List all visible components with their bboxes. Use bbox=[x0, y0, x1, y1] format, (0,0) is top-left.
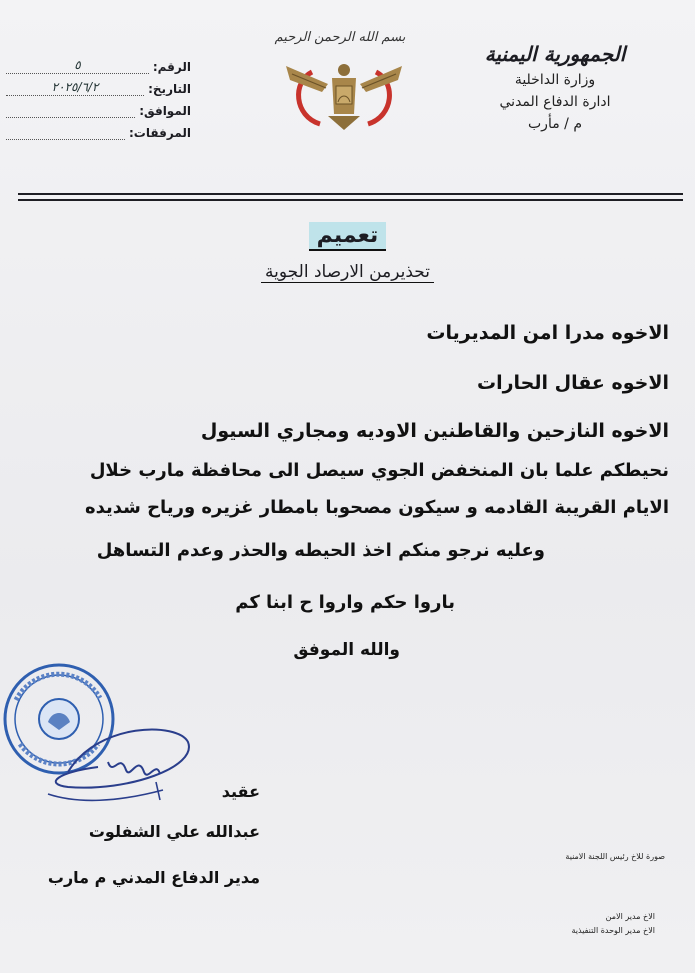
date-value: ٢٠٢٥/٦/٢ bbox=[6, 81, 144, 96]
addressee-line-1: الاخوه مدرا امن المديريات bbox=[426, 322, 669, 344]
paragraph-1-line-2: الايام القريبة القادمه و سيكون مصحوبا بامطار غزيره ورياح شديده bbox=[84, 497, 669, 518]
yemen-eagle-emblem-icon bbox=[282, 58, 406, 132]
ref-number-value: ٥ bbox=[6, 59, 149, 74]
ministry-name: وزارة الداخلية bbox=[514, 72, 596, 88]
cc-line-1: صورة للاخ رئيس اللجنة الامنية bbox=[565, 852, 665, 861]
handwritten-signature bbox=[38, 712, 198, 812]
ref-number-label: الرقم: bbox=[152, 60, 191, 74]
attachments-value bbox=[6, 125, 125, 140]
addressee-line-3: الاخوه النازحين والقاطنين الاوديه ومجاري السيول bbox=[200, 420, 669, 442]
date-row bbox=[6, 74, 191, 96]
paragraph-2-line-2: باروا حكم واروا ح ابنا كم bbox=[235, 592, 455, 613]
subject-subtitle: تحذيرمن الارصاد الجوية bbox=[261, 262, 434, 283]
attachments-label: المرفقات: bbox=[129, 126, 191, 140]
header-divider-top bbox=[18, 193, 683, 195]
corresponding-label: الموافق: bbox=[139, 104, 191, 118]
signatory-title: مدير الدفاع المدني م مارب bbox=[47, 868, 260, 887]
republic-name: الجمهورية اليمنية bbox=[484, 42, 626, 66]
paragraph-1-line-1: نحيطكم علما بان المنخفض الجوي سيصل الى محافظة مارب خلال bbox=[89, 460, 669, 481]
addressee-line-2: الاخوه عقال الحارات bbox=[476, 372, 669, 394]
issuer-header bbox=[455, 42, 655, 132]
signatory-rank: عقيد bbox=[221, 782, 260, 801]
cc-line-2: الاخ مدير الامن bbox=[605, 912, 655, 921]
basmala: بسم الله الرحمن الرحيم bbox=[274, 30, 406, 45]
ref-number-row bbox=[6, 52, 191, 74]
paragraph-2-line-1: وعليه نرجو منكم اخذ الحيطه والحذر وعدم التساهل bbox=[96, 540, 545, 561]
date-label: التاريخ: bbox=[148, 82, 191, 96]
corresponding-value bbox=[6, 103, 135, 118]
branch-name: م / مأرب bbox=[528, 116, 582, 132]
header-divider-bottom bbox=[18, 199, 683, 201]
attachments-row bbox=[6, 118, 191, 140]
cc-line-3: الاخ مدير الوحدة التنفيذية bbox=[571, 926, 655, 935]
subject-subtitle-wrap bbox=[0, 262, 695, 282]
reference-block bbox=[6, 52, 191, 140]
subject-title: تعميم bbox=[309, 222, 387, 251]
signatory-name: عبدالله علي الشفلوت bbox=[88, 822, 260, 841]
department-name: ادارة الدفاع المدني bbox=[499, 94, 611, 110]
subject-title-wrap bbox=[0, 222, 695, 251]
corresponding-row bbox=[6, 96, 191, 118]
closing-line: والله الموفق bbox=[293, 640, 400, 660]
